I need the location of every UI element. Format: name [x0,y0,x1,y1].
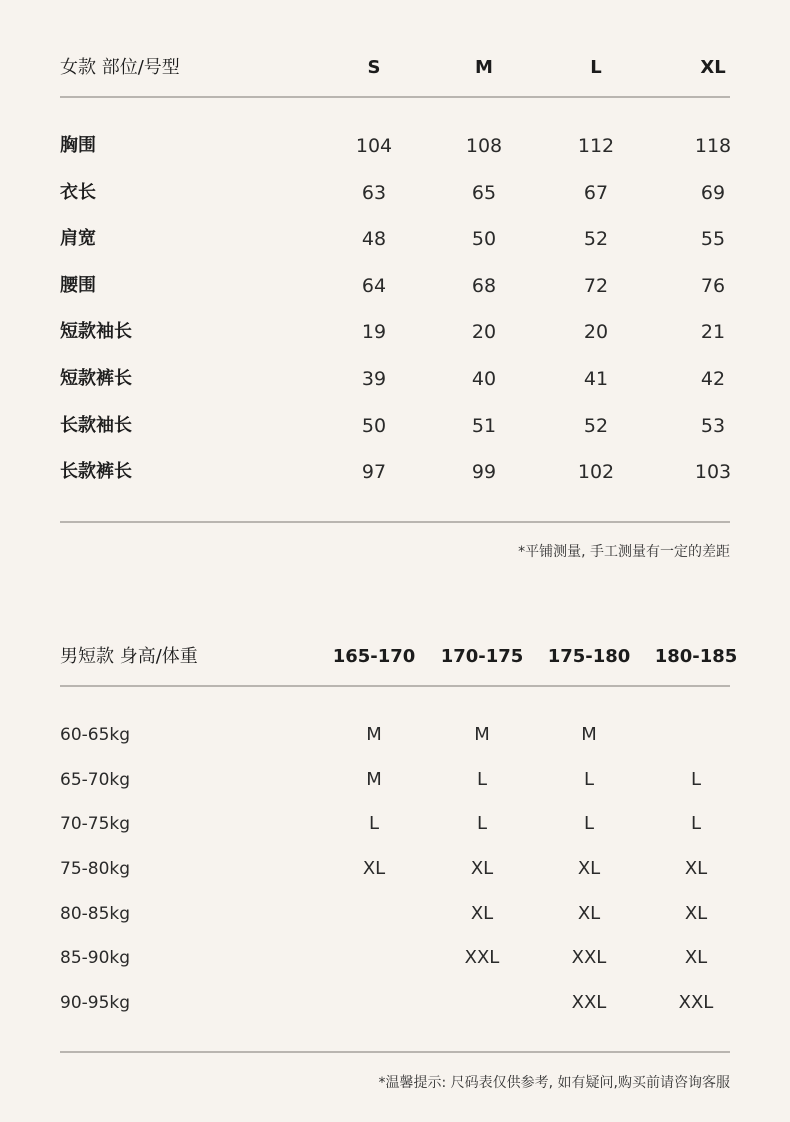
table-cell: XL [684,947,708,968]
table-header-row [60,53,730,83]
table-cell: 52 [583,228,609,250]
row-label: 长款裤长 [60,461,132,482]
table-cell: 53 [700,415,726,437]
row-label: 短款裤长 [60,368,132,389]
table-cell: 40 [471,368,497,390]
table-cell: 102 [577,461,615,483]
table-cell: XL [577,858,601,879]
table-cell: 50 [471,228,497,250]
table-cell: 118 [694,135,732,157]
row-label: 65-70kg [60,770,131,790]
table-cell: 72 [583,275,609,297]
column-header: S [367,57,381,78]
table-row [60,809,730,839]
row-label: 80-85kg [60,904,131,924]
column-header: 165-170 [332,646,416,667]
table-cell: L [583,769,595,790]
table-cell: 51 [471,415,497,437]
table-cell: XXL [571,947,607,968]
table-cell: 19 [361,321,387,343]
table-cell: 20 [471,321,497,343]
table-cell: 41 [583,368,609,390]
column-header: 180-185 [654,646,738,667]
table-cell: 112 [577,135,615,157]
table-cell: 52 [583,415,609,437]
table-header-row [60,642,738,672]
table-cell: M [474,724,490,745]
table-cell: XL [362,858,386,879]
table-cell: L [690,769,702,790]
table-row [60,178,730,208]
table-cell: M [366,769,382,790]
table-cell: XL [470,903,494,924]
table-cell [651,720,741,750]
table-cell: XL [577,903,601,924]
column-header: 175-180 [547,646,631,667]
table-row [60,854,730,884]
table-cell [437,988,527,1018]
table-cell: L [476,769,488,790]
table-cell: 64 [361,275,387,297]
table-cell: 21 [700,321,726,343]
table-cell: 20 [583,321,609,343]
column-header: M [475,57,493,78]
table-row [60,765,730,795]
table-cell: XL [470,858,494,879]
table-cell: 67 [583,182,609,204]
table-cell: 99 [471,461,497,483]
table-cell: L [690,813,702,834]
header-divider [60,685,730,687]
table-cell: 103 [694,461,732,483]
table-row [60,131,730,161]
row-label: 衣长 [60,182,96,203]
table-row [60,411,730,441]
row-label: 70-75kg [60,814,131,834]
row-label: 腰围 [60,275,96,296]
table-row [60,224,730,254]
footer-divider [60,521,730,523]
table-cell [329,988,419,1018]
column-header: L [590,57,602,78]
table-row [60,899,730,929]
table-cell: 50 [361,415,387,437]
table-cell: 39 [361,368,387,390]
header-label: 男短款 身高/体重 [60,646,198,667]
table-cell: 104 [355,135,393,157]
table-cell: M [366,724,382,745]
table-cell: XXL [571,992,607,1013]
table-cell: 68 [471,275,497,297]
measurement-note: *平铺测量, 手工测量有一定的差距 [518,544,730,560]
table-cell: 65 [471,182,497,204]
row-label: 85-90kg [60,948,131,968]
table-cell: XL [684,903,708,924]
row-label: 90-95kg [60,993,131,1013]
table-cell: 48 [361,228,387,250]
row-label: 短款袖长 [60,321,132,342]
table-row [60,271,730,301]
row-label: 胸围 [60,135,96,156]
table-cell: L [368,813,380,834]
table-row [60,720,730,750]
header-label: 女款 部位/号型 [60,57,180,78]
column-header: 170-175 [440,646,524,667]
table-row [60,943,730,973]
table-row [60,457,730,487]
table-cell: XL [684,858,708,879]
row-label: 60-65kg [60,725,131,745]
table-cell: 76 [700,275,726,297]
table-cell: M [581,724,597,745]
table-cell: L [583,813,595,834]
row-label: 75-80kg [60,859,131,879]
table-cell: 55 [700,228,726,250]
column-header: XL [700,57,726,78]
table-cell: 63 [361,182,387,204]
table-cell [329,899,419,929]
footer-divider [60,1051,730,1053]
table-cell: XXL [464,947,500,968]
table-cell: 69 [700,182,726,204]
table-cell: 42 [700,368,726,390]
reference-note: *温馨提示: 尺码表仅供参考, 如有疑问,购买前请咨询客服 [378,1075,730,1091]
table-cell: 108 [465,135,503,157]
row-label: 肩宽 [60,228,96,249]
table-cell: XXL [678,992,714,1013]
table-cell: L [476,813,488,834]
table-row [60,364,730,394]
table-row [60,988,730,1018]
row-label: 长款袖长 [60,415,132,436]
table-cell [329,943,419,973]
table-cell: 97 [361,461,387,483]
header-divider [60,96,730,98]
table-row [60,317,730,347]
